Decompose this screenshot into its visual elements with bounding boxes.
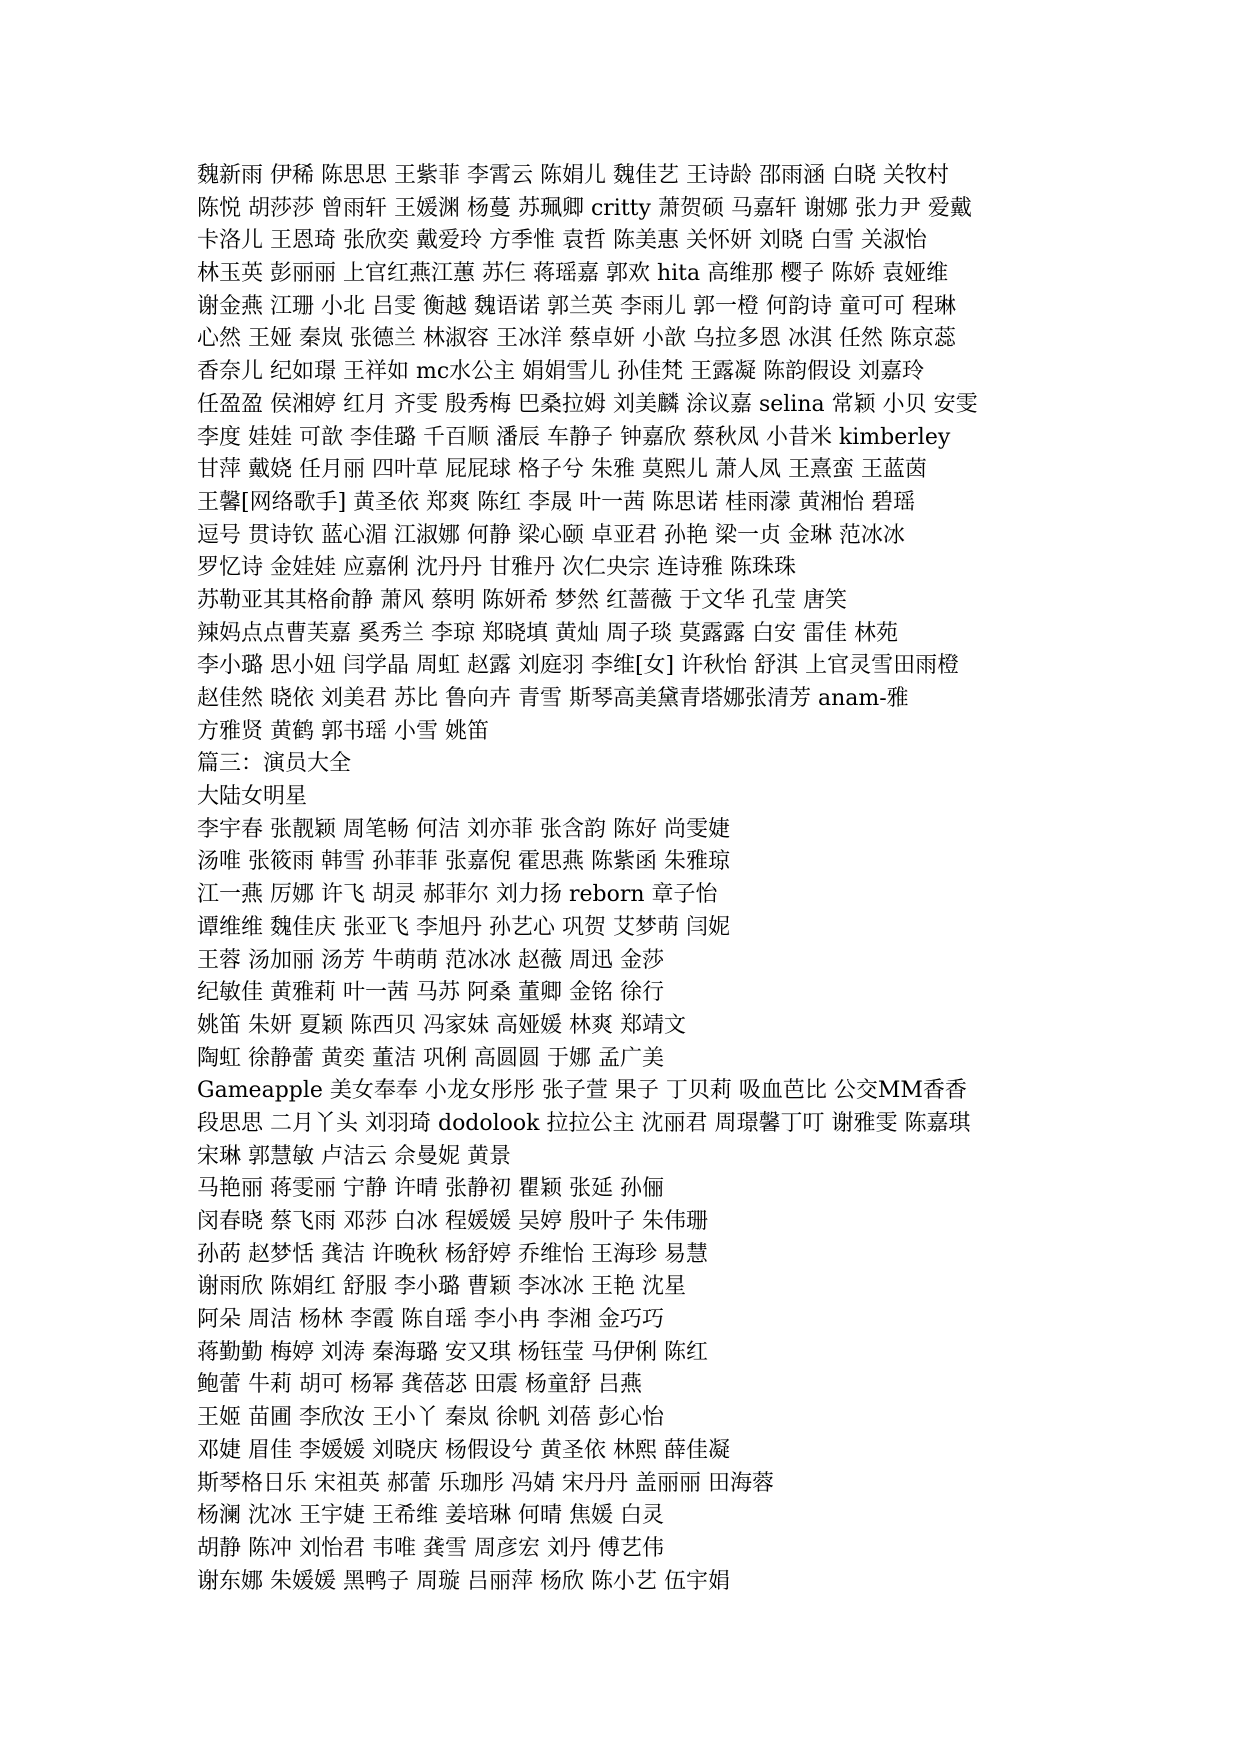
text-line: 陈悦 胡莎莎 曾雨轩 王媛渊 杨蔓 苏珮卿 critty 萧贺硕 马嘉轩 谢娜 张力尹 爱戴 <box>197 195 972 221</box>
text-line: 辣妈点点曹芙嘉 奚秀兰 李琼 郑晓填 黄灿 周子琰 莫露露 白安 雷佳 林苑 <box>197 620 898 646</box>
text-line: 方雅贤 黄鹤 郭书瑶 小雪 姚笛 <box>197 718 489 744</box>
text-line: 赵佳然 晓依 刘美君 苏比 鲁向卉 青雪 斯琴高美黛青塔娜张清芳 anam-雅 <box>197 686 909 711</box>
text-line: 李度 娃娃 可歆 李佳璐 千百顺 潘辰 车静子 钟嘉欣 蔡秋凤 小昔米 kimberley <box>197 424 951 450</box>
text-line: 罗忆诗 金娃娃 应嘉俐 沈丹丹 甘雅丹 次仁央宗 连诗雅 陈珠珠 <box>197 555 796 581</box>
text-line: 鲍蕾 牛莉 胡可 杨幂 龚蓓苾 田震 杨童舒 吕燕 <box>197 1372 642 1398</box>
text-line: 李小璐 思小妞 闫学晶 周虹 赵露 刘庭羽 李维[女] 许秋怡 舒淇 上官灵雪田雨橙 <box>197 653 960 679</box>
text-line: 谭维维 魏佳庆 张亚飞 李旭丹 孙艺心 巩贺 艾梦萌 闫妮 <box>197 914 730 940</box>
text-line: 逗号 贯诗钦 蓝心湄 江淑娜 何静 梁心颐 卓亚君 孙艳 梁一贞 金琳 范冰冰 <box>197 522 905 548</box>
text-line: 心然 王娅 秦岚 张德兰 林淑容 王冰洋 蔡卓妍 小歆 乌拉多恩 冰淇 任然 陈京蕊 <box>197 326 956 352</box>
text-line: 谢雨欣 陈娟红 舒服 李小璐 曹颖 李冰冰 王艳 沈星 <box>197 1274 686 1300</box>
text-line: 任盈盈 侯湘婷 红月 齐雯 殷秀梅 巴桑拉姆 刘美麟 涂议嘉 selina 常颖 小贝 安雯 <box>197 391 978 417</box>
text-line: Gameapple 美女奉奉 小龙女彤彤 张子萱 果子 丁贝莉 吸血芭比 公交MM香香 <box>197 1078 967 1104</box>
text-line: 邓婕 眉佳 李媛媛 刘晓庆 杨假设兮 黄圣依 林熙 薛佳凝 <box>197 1437 730 1463</box>
text-line: 闵春晓 蔡飞雨 邓莎 白冰 程媛媛 吴婷 殷叶子 朱伟珊 <box>197 1209 708 1234</box>
text-line: 篇三：演员大全 <box>197 751 352 777</box>
text-line: 宋琳 郭慧敏 卢洁云 佘曼妮 黄景 <box>197 1143 511 1169</box>
text-line: 王姬 苗圃 李欣汝 王小丫 秦岚 徐帆 刘蓓 彭心怡 <box>197 1405 664 1431</box>
text-line: 蒋勤勤 梅婷 刘涛 秦海璐 安又琪 杨钰莹 马伊俐 陈红 <box>197 1339 708 1365</box>
text-line: 汤唯 张筱雨 韩雪 孙菲菲 张嘉倪 霍思燕 陈紫函 朱雅琼 <box>197 849 730 875</box>
document-text-body <box>197 160 1097 1598</box>
text-line: 魏新雨 伊稀 陈思思 王紫菲 李霄云 陈娟儿 魏佳艺 王诗龄 邵雨涵 白晓 关牧村 <box>197 163 949 188</box>
text-line: 杨澜 沈冰 王宇婕 王希维 姜培琳 何晴 焦媛 白灵 <box>197 1503 664 1529</box>
text-line: 孙菂 赵梦恬 龚洁 许晚秋 杨舒婷 乔维怡 王海珍 易慧 <box>197 1241 708 1267</box>
text-line: 江一燕 厉娜 许飞 胡灵 郝菲尔 刘力扬 reborn 章子怡 <box>197 882 718 908</box>
text-line: 姚笛 朱妍 夏颖 陈西贝 冯家妹 高娅媛 林爽 郑靖文 <box>197 1012 686 1038</box>
text-line: 胡静 陈冲 刘怡君 韦唯 龚雪 周彦宏 刘丹 傅艺伟 <box>197 1535 664 1561</box>
text-line: 谢东娜 朱媛媛 黑鸭子 周璇 吕丽萍 杨欣 陈小艺 伍宇娟 <box>197 1568 730 1594</box>
text-line: 斯琴格日乐 宋祖英 郝蕾 乐珈彤 冯婧 宋丹丹 盖丽丽 田海蓉 <box>197 1470 774 1496</box>
text-line: 谢金燕 江珊 小北 吕雯 衡越 魏语诺 郭兰英 李雨儿 郭一橙 何韵诗 童可可 程琳 <box>197 293 956 319</box>
text-line: 纪敏佳 黄雅莉 叶一茜 马苏 阿桑 董卿 金铭 徐行 <box>197 980 664 1006</box>
text-line: 苏勒亚其其格俞静 萧风 蔡明 陈妍希 梦然 红蔷薇 于文华 孔莹 唐笑 <box>197 587 847 613</box>
text-line: 段思思 二月丫头 刘羽琦 dodolook 拉拉公主 沈丽君 周璟馨丁叮 谢雅雯 陈嘉琪 <box>197 1110 971 1136</box>
text-line: 王馨[网络歌手] 黄圣依 郑爽 陈红 李晟 叶一茜 陈思诺 桂雨濛 黄湘怡 碧瑶 <box>197 489 916 515</box>
text-line: 阿朵 周洁 杨林 李霞 陈自瑶 李小冉 李湘 金巧巧 <box>197 1307 664 1333</box>
text-line: 甘萍 戴娆 任月丽 四叶草 屁屁球 格子兮 朱雅 莫熙儿 萧人凤 王熹蛮 王蓝茵 <box>197 457 927 483</box>
text-line: 马艳丽 蒋雯丽 宁静 许晴 张静初 瞿颖 张延 孙俪 <box>197 1176 664 1202</box>
text-line: 李宇春 张靓颖 周笔畅 何洁 刘亦菲 张含韵 陈好 尚雯婕 <box>197 816 730 842</box>
text-line: 香奈儿 纪如璟 王祥如 mc水公主 娟娟雪儿 孙佳梵 王露凝 陈韵假设 刘嘉玲 <box>197 359 925 385</box>
text-line: 王蓉 汤加丽 汤芳 牛萌萌 范冰冰 赵薇 周迅 金莎 <box>197 947 664 973</box>
text-line: 林玉英 彭丽丽 上官红燕江蕙 苏仨 蒋瑶嘉 郭欢 hita 高维那 樱子 陈娇 袁娅维 <box>197 261 949 287</box>
text-line: 卡洛儿 王恩琦 张欣奕 戴爱玲 方季惟 袁哲 陈美惠 关怀妍 刘晓 白雪 关淑怡 <box>197 228 927 254</box>
text-line: 陶虹 徐静蕾 黄奕 董洁 巩俐 高圆圆 于娜 孟广美 <box>197 1045 664 1071</box>
text-line: 大陆女明星 <box>197 784 308 810</box>
